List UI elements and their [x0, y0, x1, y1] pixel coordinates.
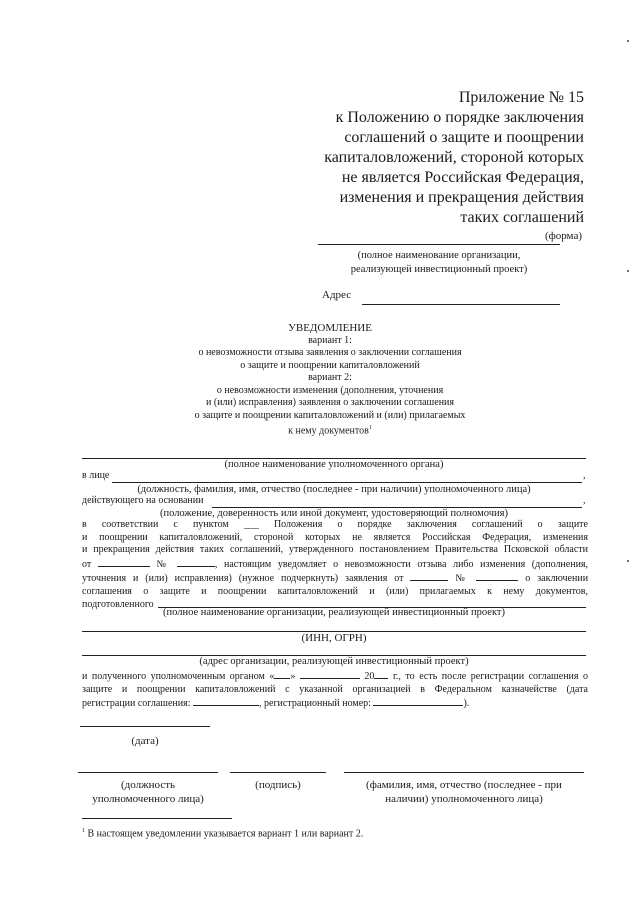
month-blank	[300, 669, 360, 679]
appendix-line: к Положению о порядке заключения	[335, 109, 584, 126]
footnote	[82, 828, 363, 839]
name-caption	[344, 778, 584, 806]
appendix-header	[284, 88, 584, 228]
full-name-line	[344, 772, 584, 773]
paragraph-line: в соответствии с пунктом ___ Положения о порядке заключения соглашений о защите	[82, 519, 588, 530]
recipient-name-line	[318, 244, 560, 245]
from-label: от	[82, 558, 92, 570]
paragraph-text: »	[290, 671, 296, 682]
appendix-line: капиталовложений, стороной которых	[324, 149, 584, 166]
footnote-mark: 1	[82, 828, 85, 834]
notice-line: о невозможности отзыва заявления о заключении соглашения	[198, 347, 462, 358]
notice-line: вариант 2:	[308, 372, 352, 383]
paragraph-line	[82, 669, 588, 684]
number-blank	[476, 571, 518, 581]
person-caption: (должность, фамилия, имя, отчество (последнее - при наличии) уполномоченного лица)	[137, 484, 531, 495]
day-blank	[274, 669, 290, 679]
date-caption: (дата)	[131, 735, 159, 747]
paragraph-line: защите и поощрении капиталовложений с указанной организацией в Федеральном казначействе (дата	[82, 683, 588, 695]
address-label: Адрес	[322, 289, 352, 301]
notice-line-text: к нему документов	[288, 425, 369, 437]
address-line	[362, 304, 560, 305]
paragraph-line	[82, 571, 588, 586]
footnote-separator	[82, 818, 232, 819]
in-person-label: в лице	[82, 470, 110, 481]
date-blank	[410, 571, 448, 581]
notice-line: вариант 1:	[308, 334, 352, 346]
notice-line: и (или) исправления) заявления о заключении соглашения	[206, 397, 454, 408]
sign-caption: (подпись)	[255, 779, 301, 791]
paragraph-text: уточнения и (или) исправления) (нужное подчеркнуть) заявления от	[82, 573, 404, 585]
paragraph-text: , настоящим уведомляет о невозможности отзыва либо изменения (дополнения,	[214, 558, 589, 570]
paragraph-text: ).	[463, 698, 470, 710]
registration-number-blank	[373, 696, 463, 706]
notice-title: УВЕДОМЛЕНИЕ	[288, 322, 372, 334]
paragraph-line	[82, 557, 588, 572]
comma: ,	[583, 470, 586, 481]
form-label: (форма)	[544, 230, 582, 242]
notice-line	[150, 422, 510, 438]
number-label: №	[455, 573, 470, 585]
authority-caption: (полное наименование уполномоченного органа)	[224, 459, 444, 470]
appendix-line: Приложение № 15	[458, 89, 584, 106]
paragraph-text: , регистрационный номер:	[259, 698, 371, 710]
position-caption-line: уполномоченного лица)	[92, 793, 204, 805]
scan-speck	[627, 40, 629, 42]
paragraph-text: и полученного уполномоченным органом «	[82, 671, 275, 682]
acting-basis-label: действующего на основании	[82, 495, 204, 506]
paragraph-line: и поощрении капиталовложений, стороной которых не является Российская Федерация, изменения	[82, 531, 588, 543]
scan-speck	[627, 270, 629, 272]
appendix-line: не является Российская Федерация,	[341, 169, 584, 186]
year-blank	[374, 669, 388, 679]
paragraph-line	[82, 696, 588, 711]
name-caption-line: наличии) уполномоченного лица)	[385, 793, 543, 805]
position-line	[78, 772, 218, 773]
date-line	[80, 726, 210, 727]
notice-line: о невозможности изменения (дополнения, уточнения	[216, 384, 444, 396]
number-label: №	[156, 558, 171, 570]
paragraph-line: соглашения о защите и поощрении капиталовложений и (или) прилагаемых к нему документов,	[82, 585, 588, 597]
recipient-caption-line: (полное наименование организации,	[357, 250, 521, 261]
scan-speck	[627, 560, 629, 562]
notice-line: о защите и поощрении капиталовложений и (или) прилагаемых	[194, 409, 466, 421]
basis-caption: (положение, доверенность или иной документ, удостоверяющий полномочия)	[159, 508, 509, 519]
appendix-line: таких соглашений	[460, 209, 584, 226]
number-blank	[177, 557, 215, 567]
notice-heading	[150, 322, 510, 438]
year-prefix: 20	[364, 671, 375, 682]
paragraph-text: г., то есть после регистрации соглашения о	[392, 671, 589, 682]
recipient-caption	[318, 249, 560, 277]
prepared-label: подготовленного	[82, 598, 154, 610]
main-paragraph	[82, 519, 588, 611]
received-paragraph	[82, 669, 588, 711]
recipient-caption-line: реализующей инвестиционный проект)	[350, 264, 528, 275]
appendix-line: изменения и прекращения действия	[339, 189, 584, 206]
notice-line: о защите и поощрении капиталовложений	[240, 359, 420, 371]
paragraph-text: регистрации соглашения:	[82, 698, 191, 710]
position-caption	[78, 778, 218, 806]
org-caption: (полное наименование организации, реализующей инвестиционный проект)	[162, 607, 505, 618]
date-blank	[98, 557, 150, 567]
inn-caption: (ИНН, ОГРН)	[301, 632, 367, 644]
position-caption-line: (должность	[120, 779, 176, 791]
comma: ,	[583, 495, 586, 506]
paragraph-line: и прекращения действия таких соглашений, утвержденного постановлением Правительства Псковской области	[82, 544, 588, 556]
org-address-caption: (адрес организации, реализующей инвестиционный проект)	[199, 656, 469, 667]
footnote-mark: 1	[368, 425, 372, 431]
name-caption-line: (фамилия, имя, отчество (последнее - при	[366, 779, 562, 791]
signature-line	[230, 772, 326, 773]
registration-date-blank	[193, 696, 259, 706]
appendix-line: соглашений о защите и поощрении	[344, 129, 584, 146]
paragraph-text: о заключении	[525, 573, 589, 585]
footnote-text: В настоящем уведомлении указывается вариант 1 или вариант 2.	[87, 828, 364, 840]
